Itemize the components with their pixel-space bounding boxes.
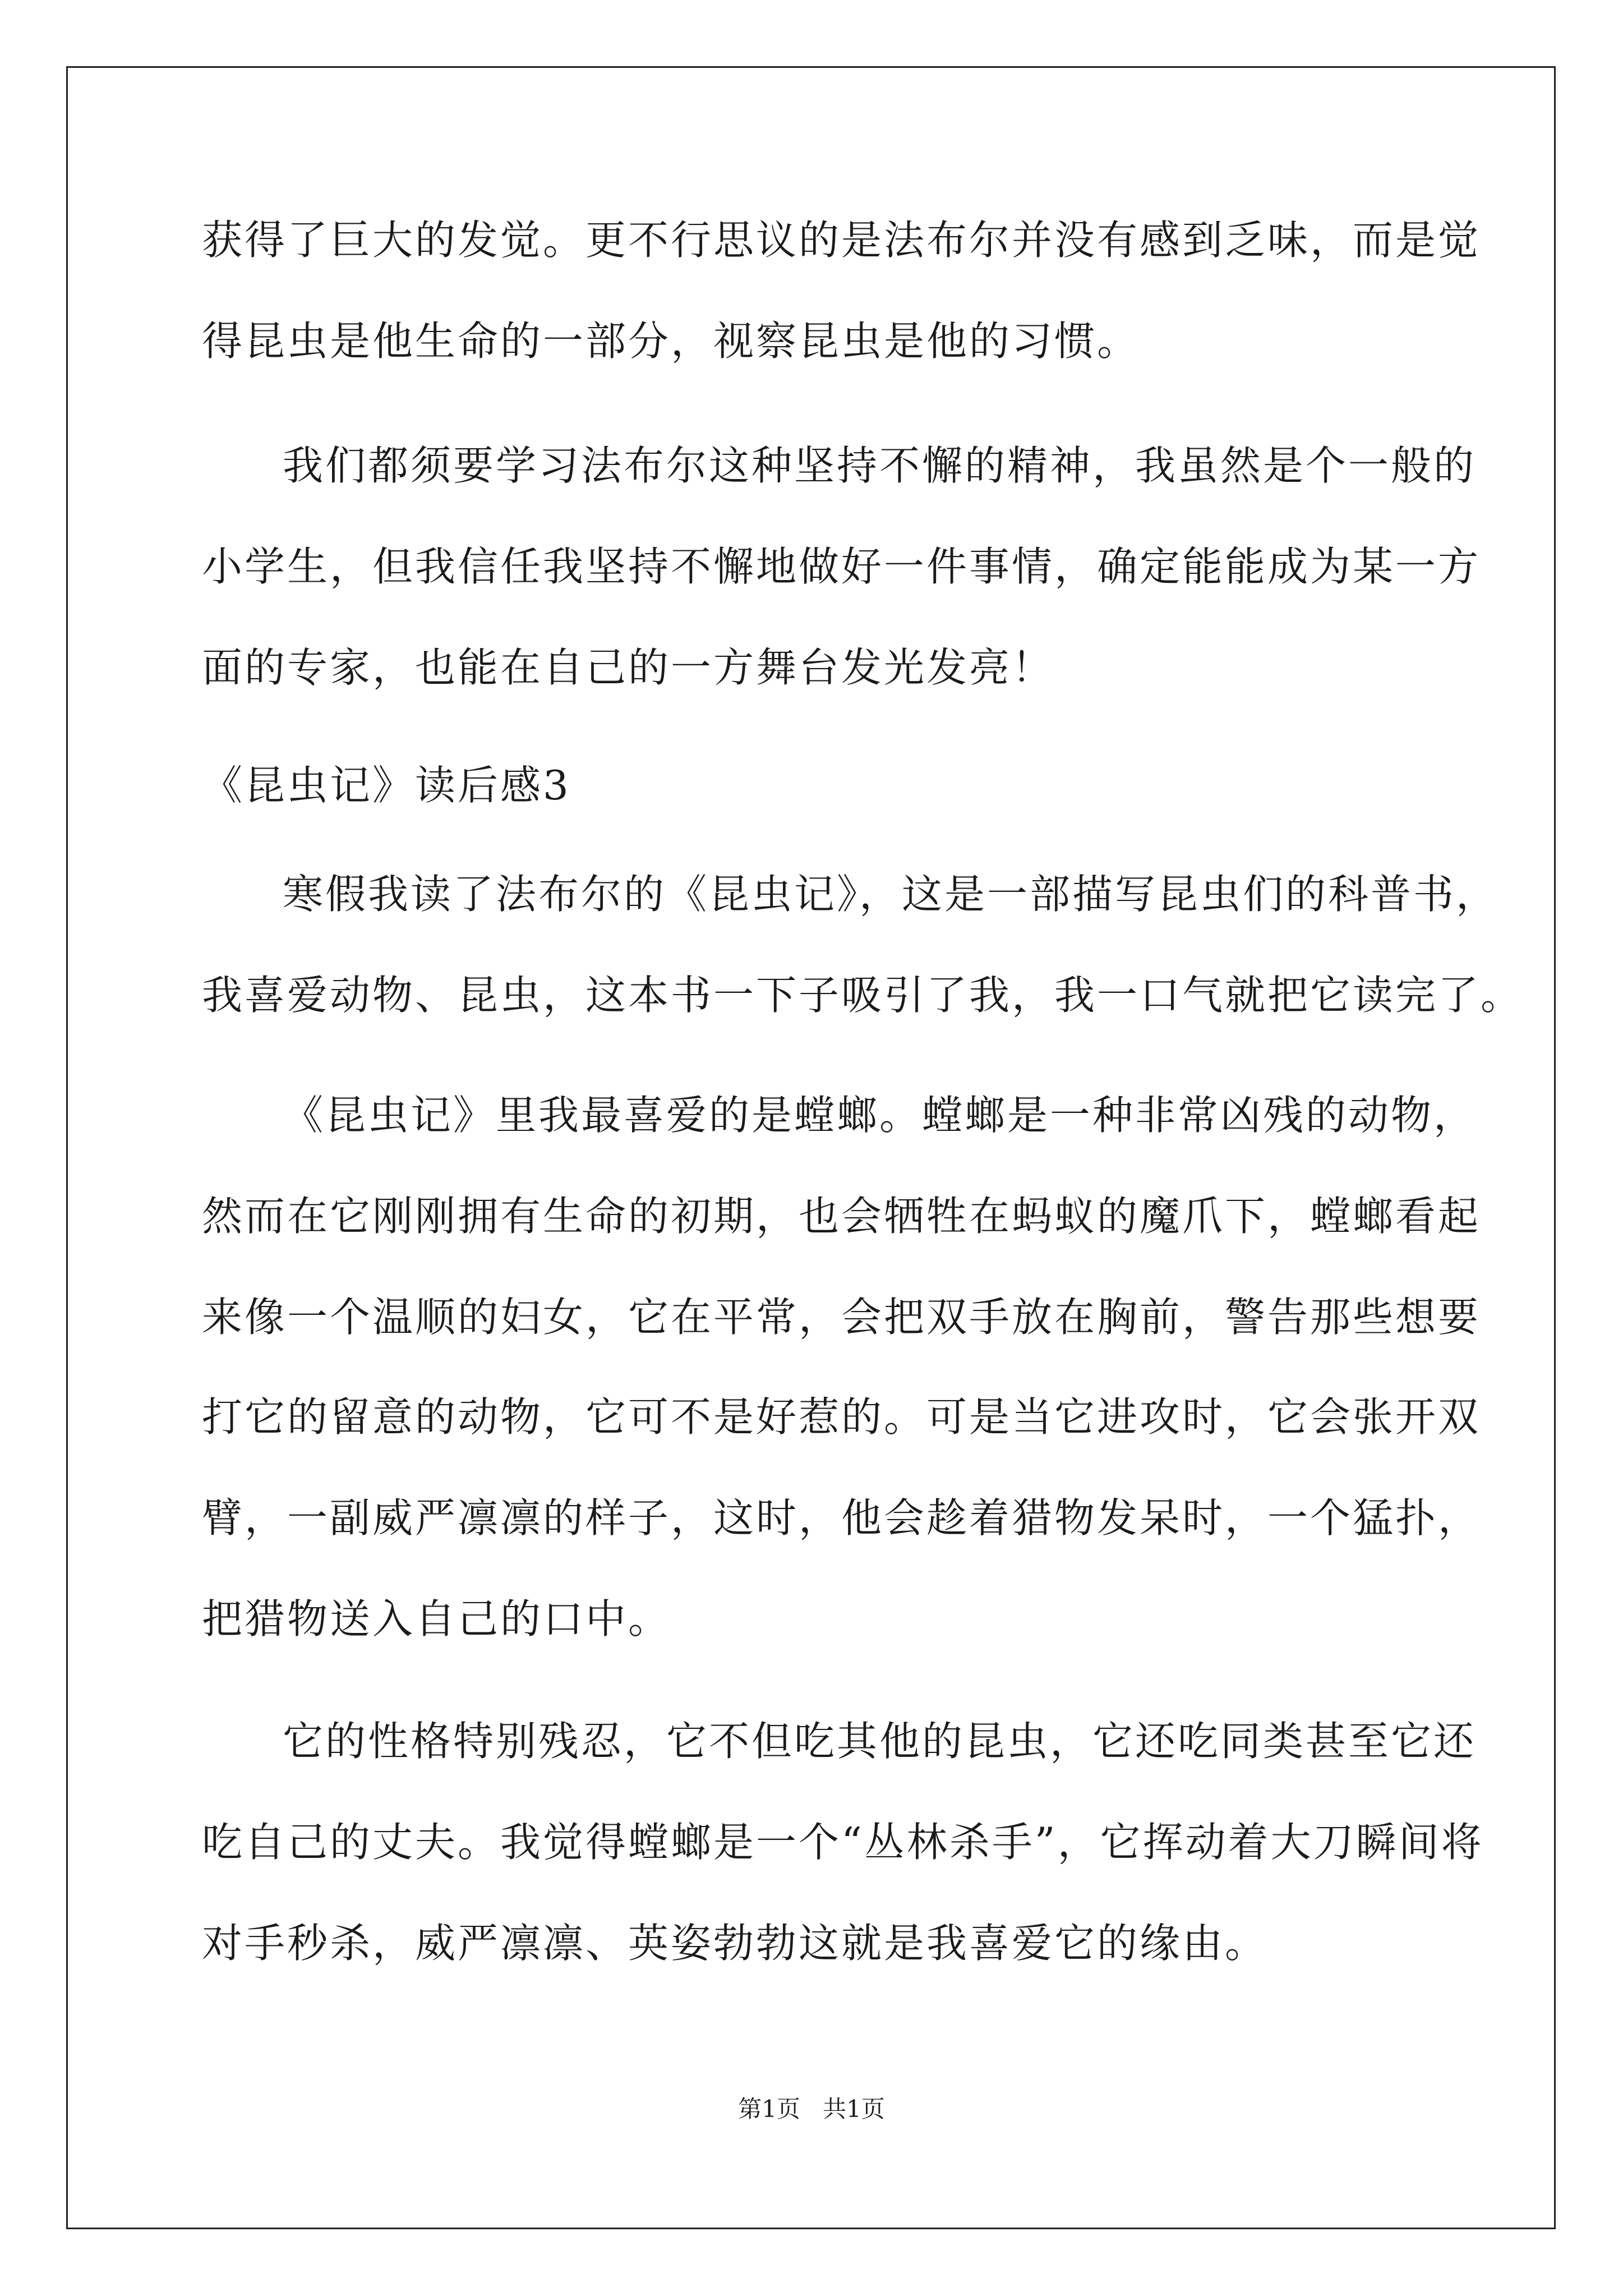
page-number-footer: 第1页 共1页 [738, 2095, 885, 2123]
text-line-2: 得昆虫是他生命的一部分，视察昆虫是他的习惯。 [202, 318, 1140, 365]
text-line-16: 吃自己的丈夫。我觉得螳螂是一个“丛林杀手”，它挥动着大刀瞬间将 [202, 1819, 1484, 1866]
text-line-7: 寒假我读了法布尔的《昆虫记》，这是一部描写昆虫们的科普书， [283, 871, 1499, 918]
text-line-17: 对手秒杀，威严凛凛、英姿勃勃这就是我喜爱它的缘由。 [202, 1920, 1268, 1967]
text-line-13: 臂，一副威严凛凛的样子，这时，他会趁着猎物发呆时，一个猛扑， [202, 1494, 1481, 1542]
section-heading: 《昆虫记》读后感3 [202, 762, 571, 809]
text-line-14: 把猎物送入自己的口中。 [202, 1595, 671, 1642]
text-line-11: 来像一个温顺的妇女，它在平常，会把双手放在胸前，警告那些想要 [202, 1294, 1481, 1341]
text-line-10: 然而在它刚刚拥有生命的初期，也会牺牲在蚂蚁的魔爪下，螳螂看起 [202, 1193, 1481, 1240]
text-line-5: 面的专家，也能在自己的一方舞台发光发亮！ [202, 644, 1055, 691]
text-line-9: 《昆虫记》里我最喜爱的是螳螂。螳螂是一种非常凶残的动物， [283, 1092, 1477, 1139]
text-line-3: 我们都须要学习法布尔这种坚持不懈的精神，我虽然是个一般的 [283, 442, 1477, 489]
text-line-4: 小学生，但我信任我坚持不懈地做好一件事情，确定能能成为某一方 [202, 543, 1481, 590]
page-border [66, 66, 1556, 2229]
text-line-12: 打它的留意的动物，它可不是好惹的。可是当它进攻时，它会张开双 [202, 1393, 1481, 1441]
text-line-15: 它的性格特别残忍，它不但吃其他的昆虫，它还吃同类甚至它还 [283, 1718, 1477, 1765]
text-line-1: 获得了巨大的发觉。更不行思议的是法布尔并没有感到乏味，而是觉 [202, 217, 1481, 264]
text-line-8: 我喜爱动物、昆虫，这本书一下子吸引了我，我一口气就把它读完了。 [202, 972, 1524, 1019]
